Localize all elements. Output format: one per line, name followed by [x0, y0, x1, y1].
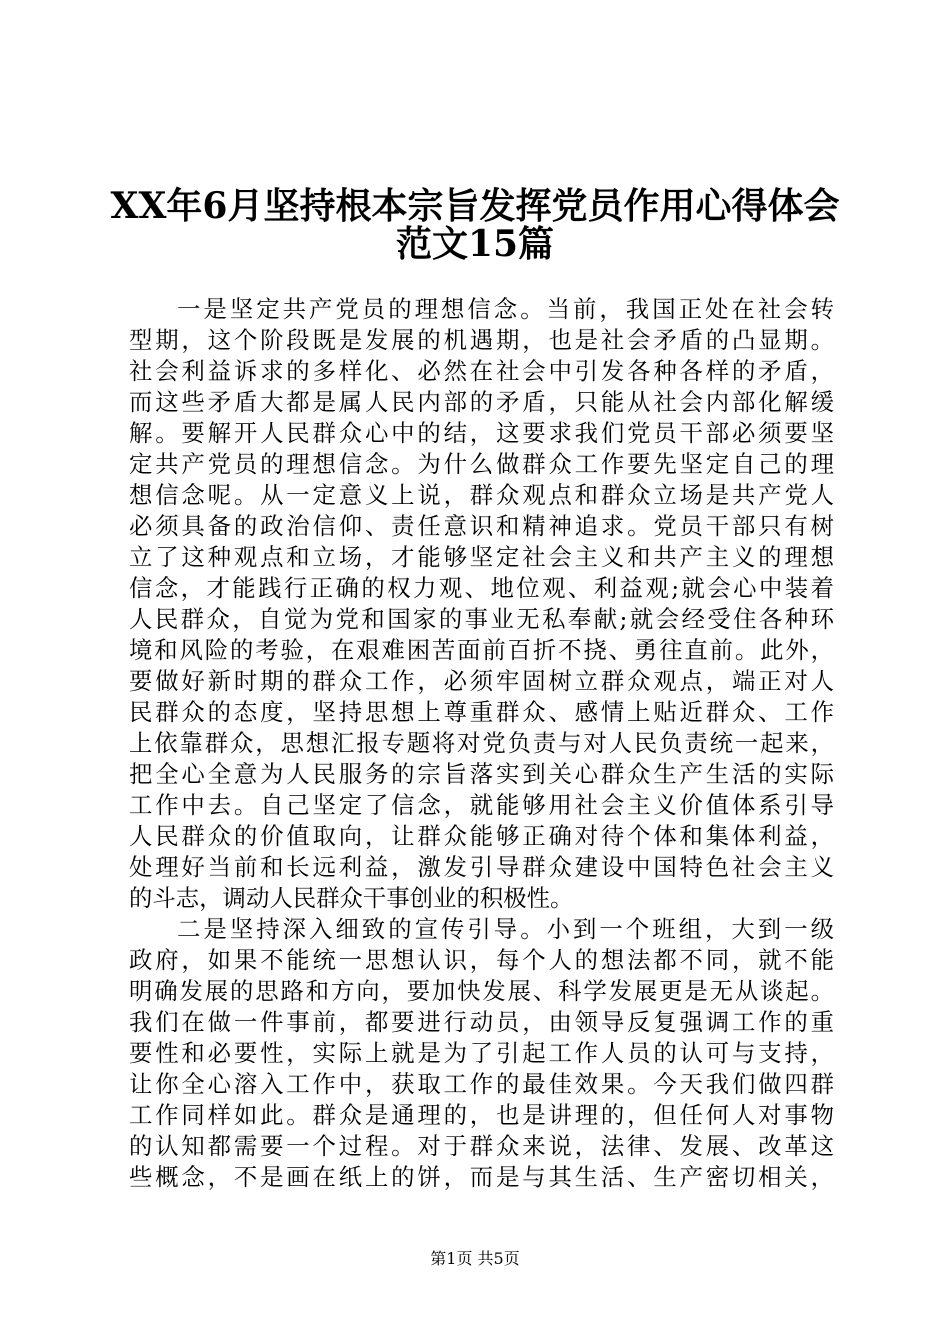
text-line: 工作中去。自己坚定了信念，就能够用社会主义价值体系引导 [129, 791, 834, 819]
text-line: 处理好当前和长远利益，激发引导群众建设中国特色社会主义 [129, 853, 834, 881]
text-line: 二是坚持深入细致的宣传引导。小到一个班组，大到一级 [177, 915, 834, 943]
text-line: 解。要解开人民群众心中的结，这要求我们党员干部必须要坚 [129, 419, 834, 447]
text-line: 一是坚定共产党员的理想信念。当前，我国正处在社会转 [177, 295, 834, 323]
page-number-footer: 第1页 共5页 [430, 1249, 520, 1268]
text-line: 必须具备的政治信仰、责任意识和精神追求。党员干部只有树 [129, 512, 834, 540]
text-line: 立了这种观点和立场，才能够坚定社会主义和共产主义的理想 [129, 543, 834, 571]
text-line: 我们在做一件事前，都要进行动员，由领导反复强调工作的重 [129, 1008, 834, 1036]
text-line: 要性和必要性，实际上就是为了引起工作人员的认可与支持， [129, 1039, 834, 1067]
text-line: 的认知都需要一个过程。对于群众来说，法律、发展、改革这 [129, 1132, 834, 1160]
paragraph-1 [129, 294, 834, 914]
text-line: 想信念呢。从一定意义上说，群众观点和群众立场是共产党人 [129, 481, 834, 509]
text-line: 上依靠群众，思想汇报专题将对党负责与对人民负责统一起来， [129, 729, 834, 757]
text-line: 些概念，不是画在纸上的饼，而是与其生活、生产密切相关， [129, 1163, 834, 1191]
text-line: 人民群众，自觉为党和国家的事业无私奉献;就会经受住各种环 [129, 605, 834, 633]
text-line: 社会利益诉求的多样化、必然在社会中引发各种各样的矛盾， [129, 357, 834, 385]
text-line: 而这些矛盾大都是属人民内部的矛盾，只能从社会内部化解缓 [129, 388, 834, 416]
text-line: 信念，才能践行正确的权力观、地位观、利益观;就会心中装着 [129, 574, 834, 602]
text-line: 型期，这个阶段既是发展的机遇期，也是社会矛盾的凸显期。 [129, 326, 834, 354]
text-line: 民群众的态度，坚持思想上尊重群众、感情上贴近群众、工作 [129, 698, 834, 726]
document-body [129, 294, 834, 1193]
text-line: 定共产党员的理想信念。为什么做群众工作要先坚定自己的理 [129, 450, 834, 478]
document-title-line-2: 范文15篇 [395, 223, 555, 265]
text-line: 政府，如果不能统一思想认识，每个人的想法都不同，就不能 [129, 946, 834, 974]
text-line: 的斗志，调动人民群众干事创业的积极性。 [129, 884, 574, 912]
document-title-line-1: XX年6月坚持根本宗旨发挥党员作用心得体会 [110, 185, 840, 227]
text-line: 让你全心溶入工作中，获取工作的最佳效果。今天我们做四群 [129, 1070, 834, 1098]
text-line: 境和风险的考验，在艰难困苦面前百折不挠、勇往直前。此外， [129, 636, 834, 664]
text-line: 把全心全意为人民服务的宗旨落实到关心群众生产生活的实际 [129, 760, 834, 788]
text-line: 人民群众的价值取向，让群众能够正确对待个体和集体利益， [129, 822, 834, 850]
paragraph-2 [129, 914, 834, 1193]
text-line: 明确发展的思路和方向，要加快发展、科学发展更是无从谈起。 [129, 977, 834, 1005]
text-line: 要做好新时期的群众工作，必须牢固树立群众观点，端正对人 [129, 667, 834, 695]
text-line: 工作同样如此。群众是通理的，也是讲理的，但任何人对事物 [129, 1101, 834, 1129]
